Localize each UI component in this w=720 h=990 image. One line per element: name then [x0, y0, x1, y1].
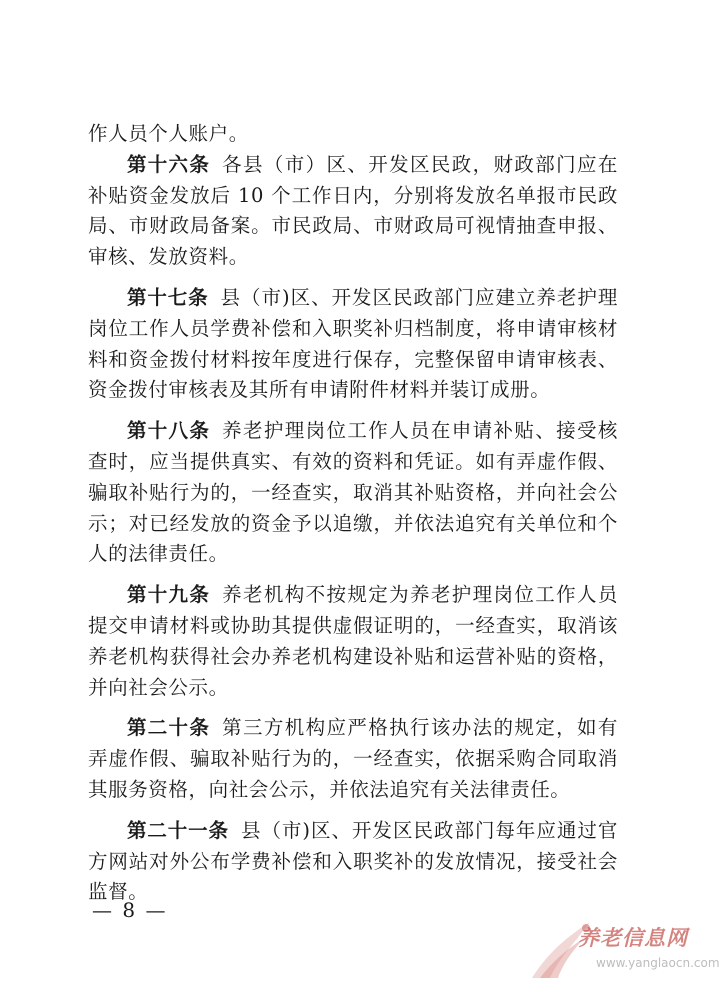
- continuation-text: 作人员个人账户。: [88, 122, 249, 145]
- article-16: [88, 150, 618, 273]
- site-watermark: [528, 916, 720, 982]
- article-18: [88, 416, 618, 570]
- article-text: 养老护理岗位工作人员在申请补贴、接受核查时，应当提供真实、有效的资料和凭证。如有弄虚作假、骗取补贴行为的，一经查实，取消其补贴资格，并向社会公示；对已经发放的资金予以追缴，并依法追究有关单位和个人的法律责任。: [88, 419, 618, 566]
- article-text: 县（市)区、开发区民政部门每年应通过官方网站对外公布学费补偿和入职奖补的发放情况，接受社会监督。: [88, 818, 618, 904]
- article-heading: 第十九条: [127, 583, 211, 607]
- article-text: 县（市)区、开发区民政部门应建立养老护理岗位工作人员学费补偿和入职奖补归档制度，将申请审核材料和资金拨付材料按年度进行保存，完整保留申请审核表、资金拨付审核表及其所有申请附件材料并装订成册。: [88, 285, 618, 402]
- article-20: [88, 713, 618, 805]
- article-17: [88, 283, 618, 406]
- watermark-url: www.yanglaocn.com: [596, 956, 720, 970]
- article-text: 各县（市）区、开发区民政，财政部门应在补贴资金发放后 10 个工作日内，分别将发放名单报市民政局、市财政局备案。市民政局、市财政局可视情抽查申报、审核、发放资料。: [88, 152, 618, 269]
- article-text: 第三方机构应严格执行该办法的规定，如有弄虚作假、骗取补贴行为的，一经查实，依据采购合同取消其服务资格，向社会公示，并依法追究有关法律责任。: [88, 716, 618, 801]
- watermark-title: 养老信息网: [578, 926, 688, 950]
- article-heading: 第十六条: [127, 152, 211, 176]
- article-heading: 第二十条: [127, 716, 211, 740]
- page-number: — 8 —: [92, 898, 168, 922]
- article-heading: 第十八条: [127, 419, 211, 443]
- article-19: [88, 580, 618, 703]
- article-heading: 第十七条: [127, 285, 209, 309]
- article-heading: 第二十一条: [127, 818, 229, 842]
- article-text: 养老机构不按规定为养老护理岗位工作人员提交申请材料或协助其提供虚假证明的，一经查实，取消该养老机构获得社会办养老机构建设补贴和运营补贴的资格，并向社会公示。: [88, 583, 618, 699]
- article-21: [88, 816, 618, 908]
- document-body: [88, 119, 618, 908]
